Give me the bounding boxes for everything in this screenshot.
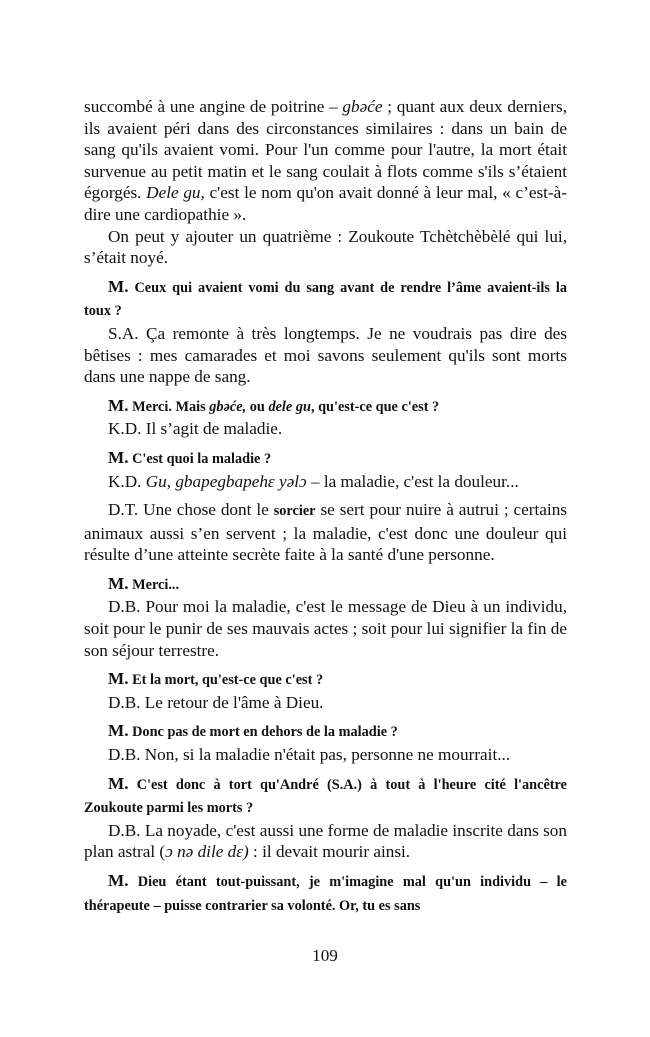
paragraph [84,692,567,714]
paragraph [84,744,567,766]
interviewer-question [84,573,567,597]
interviewer-question [84,720,567,744]
speaker-label: M. [108,447,129,467]
text-segment: Donc pas de mort en dehors de la maladie ? [128,724,398,741]
text-segment: gbəće, [209,398,247,415]
paragraph [84,471,567,493]
speaker-label: M. [108,276,129,296]
text-segment: succombé à une angine de poitrine – [84,97,343,116]
interviewer-question [84,447,567,471]
text-segment: : il devait mourir ainsi. [248,842,411,862]
paragraph [84,96,567,226]
text-segment: Ceux qui avaient vomi du sang avant de rendre l’âme avaient-ils la toux ? [84,279,567,320]
text-segment: D.B. Non, si la maladie n'était pas, personne ne mourrait... [108,745,511,765]
text-segment: Dele gu, [146,183,205,203]
text-segment: C'est donc à tort qu'André (S.A.) à tout à l'heure cité l'ancêtre Zoukoute parmi les morts ? [84,776,567,817]
text-segment: , qu'est-ce que c'est ? [310,398,440,415]
speaker-label: M. [108,669,129,689]
speaker-label: M. [108,871,129,890]
paragraph [84,418,567,440]
speaker-label: M. [108,773,129,793]
paragraph [84,820,567,863]
text-segment: Merci... [128,576,180,593]
text-segment: C'est quoi la maladie ? [128,450,272,467]
text-segment: Et la mort, qu'est-ce que c'est ? [128,672,324,689]
text-segment: gbəće [342,97,383,116]
speaker-label: M. [108,573,129,593]
text-segment: sorcier [273,503,316,520]
speaker-label: M. [108,721,129,741]
text-segment: se sert pour nuire à autrui ; certains animaux aussi s’en servent ; la maladie, c'est donc une douleur qui résulte d’une atteinte secrète faite à la santé d'une personne. [84,500,567,565]
text-segment: ou [246,398,269,415]
text-segment: D.B. Le retour de l'âme à Dieu. [108,692,324,712]
text-segment: On peut y ajouter un quatrième : Zoukoute Tchètchèbèlé qui lui, s’était noyé. [84,226,567,268]
interviewer-question [84,870,567,917]
speaker-label: M. [108,395,129,415]
interviewer-question [84,773,567,820]
interviewer-question [84,276,567,323]
paragraph [84,226,567,269]
text-segment: D.T. Une chose dont le [108,500,274,520]
interviewer-question [84,668,567,692]
text-segment: S.A. Ça remonte à très longtemps. Je ne voudrais pas dire des bêtises : mes camarades et moi savons seulement qu'ils sont morts dans une nappe de sang. [84,323,567,387]
text-segment: dele gu [268,398,311,415]
page-number: 109 [312,946,338,965]
text-segment: ; quant aux deux derniers, ils avaient péri dans des circonstances similaires : dans un bain de sang qu'ils avaient vomi. Pour l'un comme pour l'autre, la mort était survenue au petit matin et le sang coulait à flots comme s'ils s’étaient égorgés. [84,97,567,203]
paragraph [84,499,567,566]
paragraph [84,323,567,388]
text-segment: – la maladie, c'est la douleur... [306,471,519,491]
text-segment: Gu, gbapegbapehɛ yəlɔ [145,471,307,491]
text-segment: D.B. Pour moi la maladie, c'est le message de Dieu à un individu, soit pour le punir de ses mauvais actes ; soit pour lui signifier la fin de son séjour terrestre. [84,597,567,660]
text-segment: c'est le nom qu'on avait donné à leur mal, « c’est-à-dire une cardiopathie ». [84,183,567,224]
text-segment: Dieu étant tout-puissant, je m'imagine mal qu'un individu – le thérapeute – puisse contrarier sa volonté. Or, tu es sans [84,874,567,914]
text-segment: ɔ nə dile dɛ) [165,842,249,862]
interviewer-question [84,395,567,419]
text-segment: Merci. Mais [128,398,210,415]
paragraph [84,596,567,661]
text-segment: K.D. Il s’agit de maladie. [108,419,283,439]
text-segment: K.D. [108,471,146,491]
text-segment: D.B. La noyade, c'est aussi une forme de maladie inscrite dans son plan astral ( [84,820,567,862]
page-body [84,96,567,917]
